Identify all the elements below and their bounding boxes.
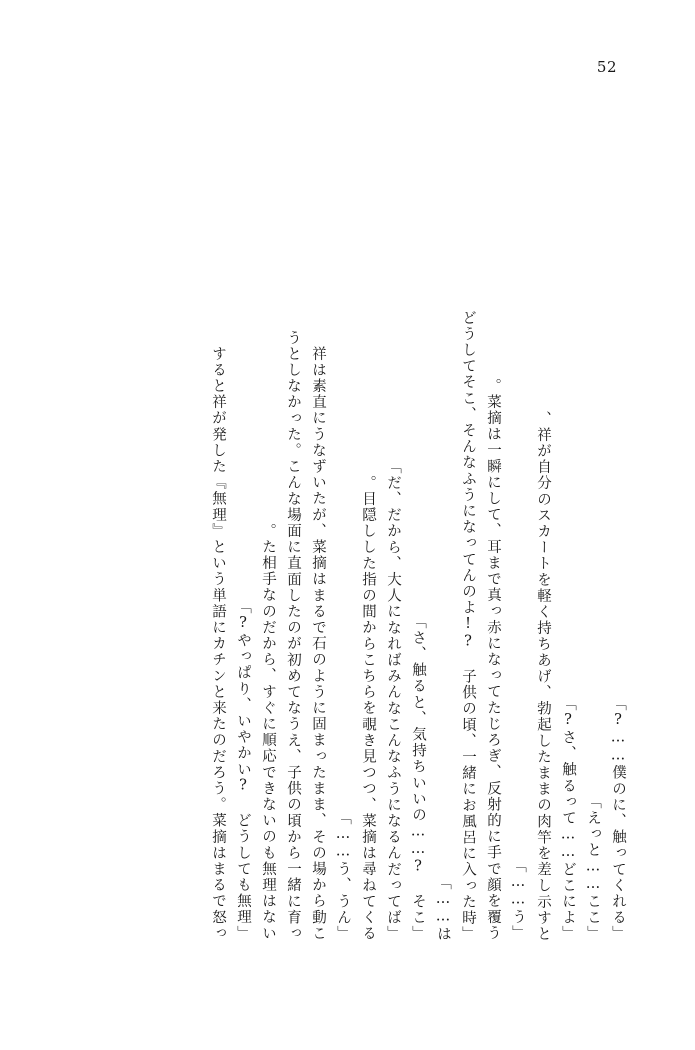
text-column: 「僕のに、触ってくれる……?」 [610,695,626,942]
text-column: 「さ、触るって……どこによ?」 [560,695,576,942]
text-column: 「う……」 [510,858,526,942]
text-column: た相手なのだから、すぐに順応できないのも無理はない。 [260,523,276,942]
text-column: 「えっと……ここ」 [585,794,601,942]
text-column: は……」 [435,874,451,942]
text-column: すると祥が発した『無理』という単語にカチンと来たのだろう。菜摘はまるで怒っ [210,346,226,942]
text-column: うとしなかった。こんな場面に直面したのが初めてなうえ、子供の頃から一緒に育っ [285,330,301,942]
text-column: 目隠しした指の間からこちらを覗き見つつ、菜摘は尋ねてくる。 [360,475,376,942]
text-column: 「やっぱり、いやかい? どうしても無理?」 [235,599,251,942]
text-column: 祥が自分のスカートを軽く持ちあげ、勃起したままの肉竿を差し示すと、 [535,410,551,942]
vertical-text-block [200,112,625,942]
text-column: 「どうしてそこ、そんなふうになってんのよ!? 子供の頃、一緒にお風呂に入った時 [460,309,476,942]
text-column: 「う、うん……」 [335,810,351,942]
text-column: 「さ、触ると、気持ちいいの……? そこ」 [410,613,426,942]
text-column: 「だ、だから、大人になればみんなこんなふうになるんだってば」 [385,458,401,942]
text-column: 祥は素直にうなずいたが、菜摘はまるで石のように固まったまま、その場から動こ [310,346,326,942]
page-number: 52 [596,58,617,76]
text-column: 菜摘は一瞬にして、耳まで真っ赤になってたじろぎ、反射的に手で顔を覆う。 [485,378,501,942]
